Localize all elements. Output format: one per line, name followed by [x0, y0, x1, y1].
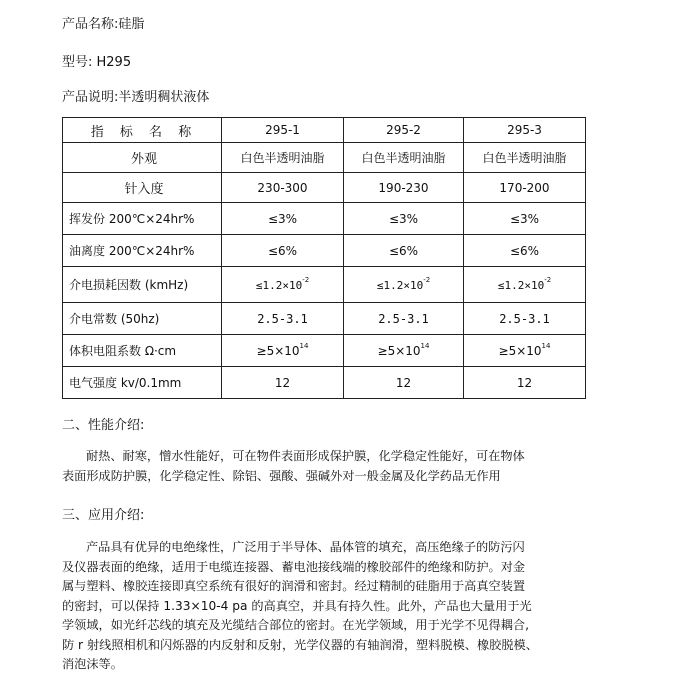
value-exponent: -2	[544, 275, 552, 284]
table-cell: 170-200	[464, 173, 586, 203]
value-exponent: -2	[302, 275, 310, 284]
header-cell-indicator: 指 标 名 称	[63, 118, 222, 143]
table-cell: 230-300	[222, 173, 344, 203]
value-base: ≥5×10	[498, 343, 542, 358]
table-row	[63, 267, 586, 303]
table-cell	[222, 335, 344, 367]
table-cell	[344, 267, 464, 303]
performance-paragraph	[62, 447, 622, 486]
table-cell: ≤3%	[464, 203, 586, 235]
header-cell-295-2: 295-2	[344, 118, 464, 143]
table-row	[63, 367, 586, 399]
table-cell: ≤6%	[464, 235, 586, 267]
table-cell	[344, 335, 464, 367]
table-header-row	[63, 118, 586, 143]
row-label: 外观	[63, 143, 222, 173]
table-cell: 12	[464, 367, 586, 399]
table-cell: ≤6%	[344, 235, 464, 267]
value-base: ≥5×10	[377, 343, 421, 358]
row-label: 介电常数 (50hz)	[63, 303, 222, 335]
product-description: 产品说明:半透明稠状液体	[62, 90, 210, 105]
table-cell	[222, 267, 344, 303]
table-cell: ≤3%	[222, 203, 344, 235]
paragraph-line: 防 r 射线照相机和闪烁器的内反射和反射，光学仪器的有轴润滑，塑料脱模、橡胶脱模、	[62, 637, 538, 652]
table-cell: 白色半透明油脂	[464, 143, 586, 173]
product-model: 型号: H295	[62, 55, 132, 70]
value-exponent: -2	[423, 275, 431, 284]
table-cell: ≤3%	[344, 203, 464, 235]
table-row	[63, 143, 586, 173]
paragraph-line: 的密封，可以保持 1.33×10-4 pa 的高真空，并具有持久性。此外，产品也大量用于光	[62, 598, 532, 613]
table-cell: 190-230	[344, 173, 464, 203]
paragraph-line: 学领域，如光纤芯线的填充及光缆结合部位的密封。在光学领域，用于光学不见得耦合,	[62, 618, 529, 632]
value-exponent: 14	[299, 341, 309, 350]
row-label: 电气强度 kv/0.1mm	[63, 367, 222, 399]
table-cell: 2.5-3.1	[222, 303, 344, 335]
table-row	[63, 335, 586, 367]
paragraph-line: 表面形成防护膜，化学稳定性、除铝、强酸、强碱外对一般金属及化学药品无作用	[62, 468, 501, 483]
paragraph-line: 产品具有优异的电绝缘性，广泛用于半导体、晶体管的填充，高压绝缘子的防污闪	[86, 540, 525, 554]
paragraph-line: 耐热、耐寒，憎水性能好，可在物件表面形成保护膜，化学稳定性能好，可在物体	[86, 449, 525, 463]
table-cell: 12	[344, 367, 464, 399]
section-heading-performance: 二、性能介绍:	[62, 418, 145, 433]
paragraph-line: 消泡沫等。	[62, 657, 123, 671]
table-row	[63, 203, 586, 235]
row-label: 介电损耗因数 (kmHz)	[63, 267, 222, 303]
table-cell: 2.5-3.1	[464, 303, 586, 335]
paragraph-line: 及仪器表面的绝缘，适用于电缆连接器、蓄电池接线端的橡胶部件的绝缘和防护。对金	[62, 559, 526, 574]
value-exponent: 14	[420, 341, 430, 350]
product-name: 产品名称:硅脂	[62, 17, 145, 32]
table-cell: 白色半透明油脂	[222, 143, 344, 173]
table-row	[63, 303, 586, 335]
table-cell	[464, 335, 586, 367]
row-label: 体积电阻系数 Ω·cm	[63, 335, 222, 367]
paragraph-line: 属与塑料、橡胶连接即真空系统有很好的润滑和密封。经过精制的硅脂用于高真空装置	[62, 579, 526, 593]
table-row	[63, 173, 586, 203]
table-cell: 白色半透明油脂	[344, 143, 464, 173]
table-cell: 2.5-3.1	[344, 303, 464, 335]
table-row	[63, 235, 586, 267]
value-base: ≥5×10	[256, 343, 300, 358]
row-label: 针入度	[63, 173, 222, 203]
value-exponent: 14	[541, 341, 551, 350]
table-cell: ≤6%	[222, 235, 344, 267]
value-base: ≤1.2×10	[376, 278, 424, 292]
row-label: 挥发份 200℃×24hr%	[63, 203, 222, 235]
header-cell-295-1: 295-1	[222, 118, 344, 143]
section-heading-application: 三、应用介绍:	[62, 508, 145, 523]
value-base: ≤1.2×10	[255, 278, 303, 292]
row-label: 油离度 200℃×24hr%	[63, 235, 222, 267]
header-cell-295-3: 295-3	[464, 118, 586, 143]
value-base: ≤1.2×10	[497, 278, 545, 292]
table-cell: 12	[222, 367, 344, 399]
spec-table	[62, 117, 586, 399]
application-paragraph	[62, 538, 622, 675]
table-cell	[464, 267, 586, 303]
